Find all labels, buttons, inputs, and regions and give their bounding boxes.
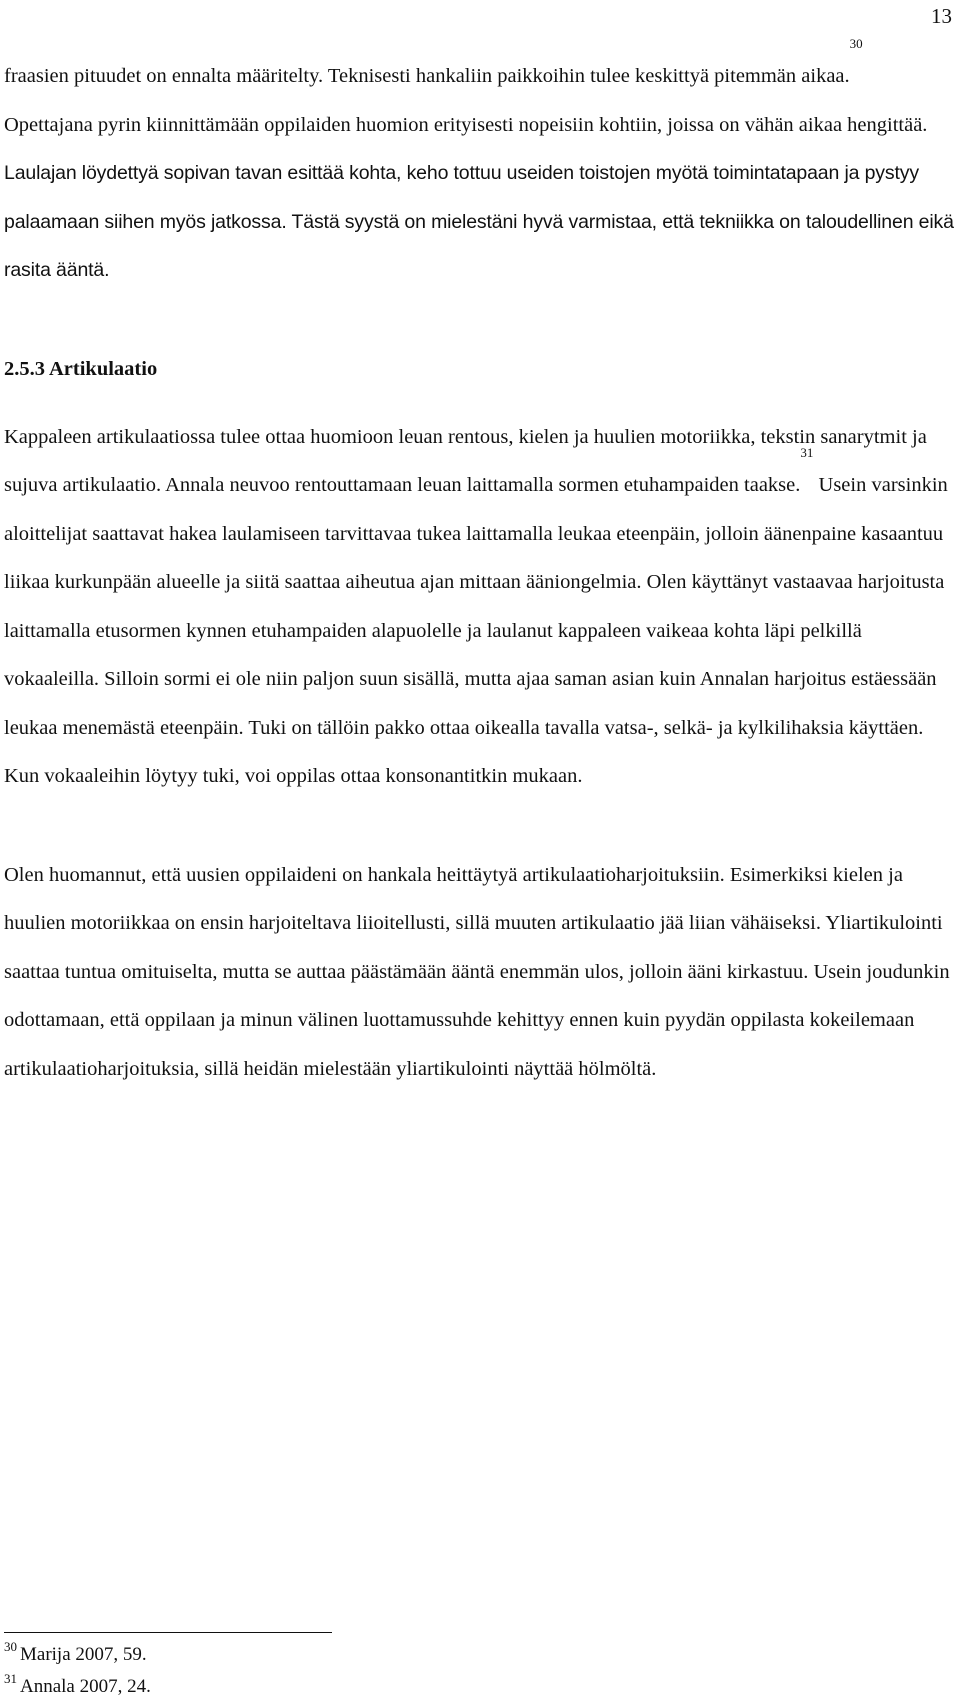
- paragraph-text: Kappaleen artikulaatiossa tulee ottaa huomioon leuan rentous, kielen ja huulien motoriikka, tekstin sanarytmit ja sujuva artikulaatio. Annala neuvoo rentouttamaan leuan laittamalla sormen etuhampaiden taakse.: [4, 425, 927, 496]
- page-number: 13: [931, 4, 952, 28]
- footnote-text: Marija 2007, 59.: [20, 1644, 147, 1665]
- paragraph-continued: [4, 36, 954, 295]
- paragraph-text: fraasien pituudet on ennalta määritelty. Teknisesti hankaliin paikkoihin tulee keskittyä pitemmän aikaa.: [4, 65, 850, 87]
- footnote-item: [4, 1671, 324, 1703]
- footnote-reference[interactable]: 31: [800, 445, 814, 460]
- paragraph-observation: Olen huomannut, että uusien oppilaideni on hankala heittäytyä artikulaatioharjoituksiin. Esimerkiksi kielen ja huulien motoriikkaa on ensin harjoiteltava liioitellusti, sillä muuten artikulaatio jää liian vähäiseksi. Yliartikulointi saattaa tuntua omituiselta, mutta se auttaa päästämään ääntä enemmän ulos, jolloin ääni kirkastuu. Usein joudunkin odottamaan, että oppilaan ja minun välinen luottamussuhde kehittyy ennen kuin pyydän oppilasta kokeilemaan artikulaatioharjoituksia, sillä heidän mielestään yliartikulointi näyttää hölmöltä.: [4, 863, 950, 1080]
- footnote-item: [4, 1639, 324, 1671]
- paragraph-articulation: [4, 413, 954, 801]
- section-heading: 2.5.3 Artikulaatio: [4, 357, 158, 380]
- footnote-separator: [4, 1632, 332, 1633]
- footnotes: [4, 1632, 324, 1703]
- footnote-text: Annala 2007, 24.: [20, 1676, 151, 1697]
- footnote-marker: 31: [4, 1671, 17, 1686]
- page-body: [4, 36, 954, 1093]
- paragraph-text: Usein varsinkin aloittelijat saattavat hakea laulamiseen tarvittavaa tukea laittamalla leukaa eteenpäin, jolloin äänenpaine kasaantuu liikaa kurkunpään alueelle ja siitä saattaa aiheutua ajan mittaan ääniongelmia. Olen käyttänyt vastaavaa harjoitusta laittamalla etusormen kynnen etuhampaiden alapuolelle ja laulanut kappaleen vaikeaa kohta läpi pelkillä vokaaleilla. Silloin sormi ei ole niin paljon suun sisällä, mutta ajaa saman asian kuin Annalan harjoitus estäessään leukaa menemästä eteenpäin. Tuki on tällöin pakko ottaa oikealla tavalla vatsa-, selkä- ja kylkilihaksia käyttäen. Kun vokaaleihin löytyy tuki, voi oppilas ottaa konsonantitkin mukaan.: [4, 474, 948, 787]
- footnote-reference[interactable]: 30: [849, 36, 863, 51]
- paragraph-text: Opettajana pyrin kiinnittämään oppilaiden huomion erityisesti nopeisiin kohtiin, joissa on vähän aikaa hengittää.: [4, 113, 928, 136]
- footnote-marker: 30: [4, 1639, 17, 1654]
- paragraph-text-sans: Laulajan löydettyä sopivan tavan esittää kohta, keho tottuu useiden toistojen myötä toimintatapaan ja pystyy palaamaan siihen myös jatkossa. Tästä syystä on mielestäni hyvä varmistaa, että tekniikka on taloudellinen eikä rasita ääntä.: [4, 162, 954, 281]
